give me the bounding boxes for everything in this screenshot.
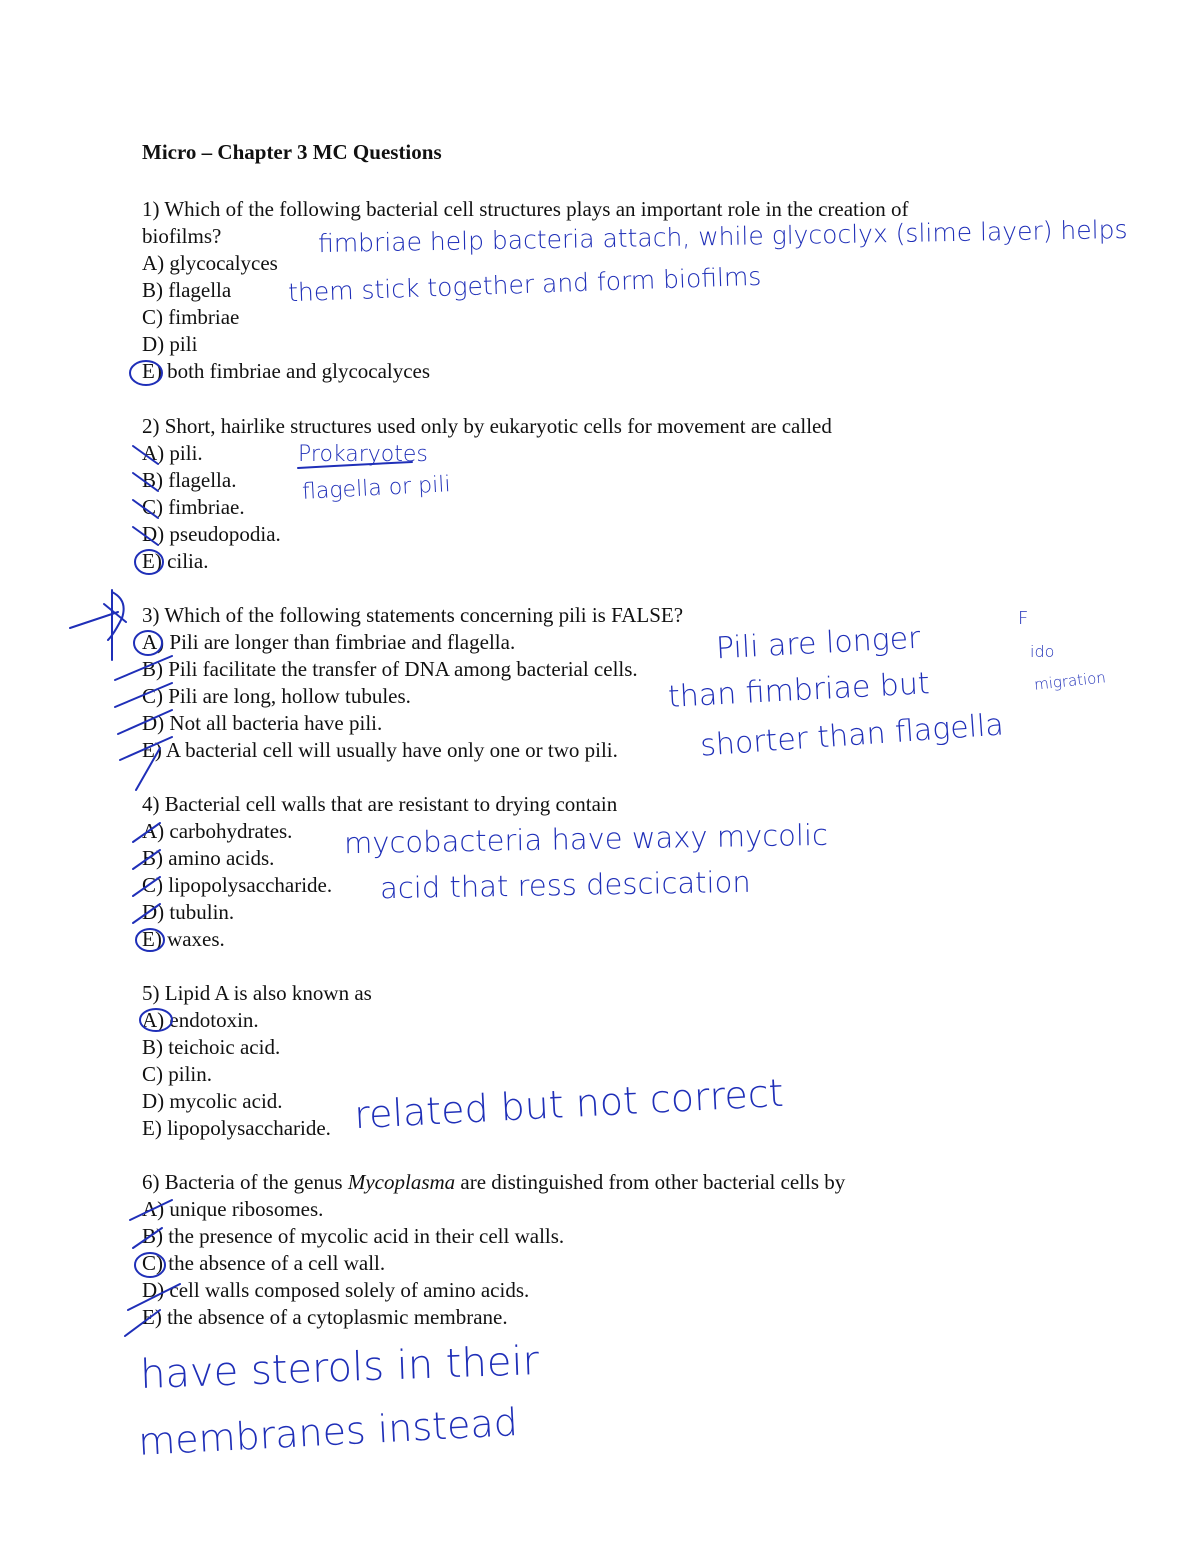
- question-5-option-c: C) pilin.: [142, 1062, 213, 1086]
- question-5-option-b: B) teichoic acid.: [142, 1035, 281, 1059]
- handwritten-note-q4-line2: acid that ress descication: [379, 864, 751, 906]
- handwritten-note-q3-line2: than fimbriae but: [667, 666, 931, 715]
- question-4-option-e: E) waxes.: [142, 927, 225, 951]
- handwritten-note-q1-line1: fimbriae help bacteria attach, while glycoclyx (slime layer) helps: [317, 214, 1128, 259]
- handwritten-note-q6-line1: have sterols in their: [139, 1338, 540, 1398]
- question-3-option-d: D) Not all bacteria have pili.: [142, 711, 383, 735]
- question-1-option-c: C) fimbriae: [142, 305, 240, 329]
- question-4-option-b: B) amino acids.: [142, 846, 275, 870]
- question-5-stem: 5) Lipid A is also known as: [142, 981, 372, 1005]
- question-1-stem-continued: biofilms?: [142, 224, 222, 248]
- handwritten-note-q3-margin-f: F: [1018, 608, 1029, 629]
- handwritten-note-q3-line3: shorter than flagella: [699, 707, 1005, 764]
- question-4-option-c: C) lipopolysaccharide.: [142, 873, 333, 897]
- question-6-stem-suffix: are distinguished from other bacterial cells by: [455, 1170, 846, 1194]
- question-6-option-e: E) the absence of a cytoplasmic membrane.: [142, 1305, 508, 1329]
- question-6-genus: Mycoplasma: [347, 1170, 456, 1194]
- question-5-option-d: D) mycolic acid.: [142, 1089, 283, 1113]
- handwritten-note-q2-line2: flagella or pili: [301, 472, 452, 505]
- handwritten-note-q6-line2: membranes instead: [137, 1400, 519, 1464]
- handwritten-note-q3-margin-migration: migration: [1033, 668, 1107, 694]
- handwritten-note-q1-line2: them stick together and form biofilms: [287, 261, 762, 308]
- question-3-option-a: A) Pili are longer than fimbriae and flagella.: [142, 630, 516, 654]
- handwritten-note-q3-margin-ido: ido: [1030, 642, 1055, 661]
- question-1-option-a: A) glycocalyces: [142, 251, 278, 275]
- question-6-option-d: D) cell walls composed solely of amino acids.: [142, 1278, 530, 1302]
- question-2-option-d: D) pseudopodia.: [142, 522, 281, 546]
- question-4-option-d: D) tubulin.: [142, 900, 235, 924]
- scribble-q3: [70, 590, 126, 660]
- question-5-option-a: A) endotoxin.: [142, 1008, 259, 1032]
- question-1-stem: 1) Which of the following bacterial cell structures plays an important role in the creation of: [142, 197, 909, 221]
- handwritten-note-q2-line1: Prokaryotes: [298, 442, 428, 467]
- question-3-option-b: B) Pili facilitate the transfer of DNA among bacterial cells.: [142, 657, 638, 681]
- question-5-option-e: E) lipopolysaccharide.: [142, 1116, 331, 1140]
- question-1-option-b: B) flagella: [142, 278, 232, 302]
- question-3-option-c: C) Pili are long, hollow tubules.: [142, 684, 411, 708]
- question-6-option-b: B) the presence of mycolic acid in their cell walls.: [142, 1224, 565, 1248]
- question-4-stem: 4) Bacterial cell walls that are resistant to drying contain: [142, 792, 618, 816]
- question-6-stem: [142, 1169, 845, 1196]
- handwritten-note-q5: related but not correct: [353, 1070, 785, 1138]
- question-2-option-e: E) cilia.: [142, 549, 209, 573]
- question-6-option-a: A) unique ribosomes.: [142, 1197, 324, 1221]
- question-6-option-c: C) the absence of a cell wall.: [142, 1251, 386, 1275]
- handwritten-note-q4-line1: mycobacteria have waxy mycolic: [343, 817, 829, 861]
- question-3-option-e: E) A bacterial cell will usually have only one or two pili.: [142, 738, 618, 762]
- question-4-option-a: A) carbohydrates.: [142, 819, 293, 843]
- question-2-option-b: B) flagella.: [142, 468, 237, 492]
- question-2-option-c: C) fimbriae.: [142, 495, 245, 519]
- question-6-stem-prefix: 6) Bacteria of the genus: [142, 1170, 348, 1194]
- handwritten-note-q3-line1: Pili are longer: [715, 620, 922, 667]
- question-2-stem: 2) Short, hairlike structures used only by eukaryotic cells for movement are called: [142, 414, 832, 438]
- question-2-option-a: A) pili.: [142, 441, 203, 465]
- question-3-stem: 3) Which of the following statements concerning pili is FALSE?: [142, 603, 684, 627]
- document-title: Micro – Chapter 3 MC Questions: [142, 140, 442, 164]
- question-1-option-e: E) both fimbriae and glycocalyces: [142, 359, 431, 383]
- question-1-option-d: D) pili: [142, 332, 198, 356]
